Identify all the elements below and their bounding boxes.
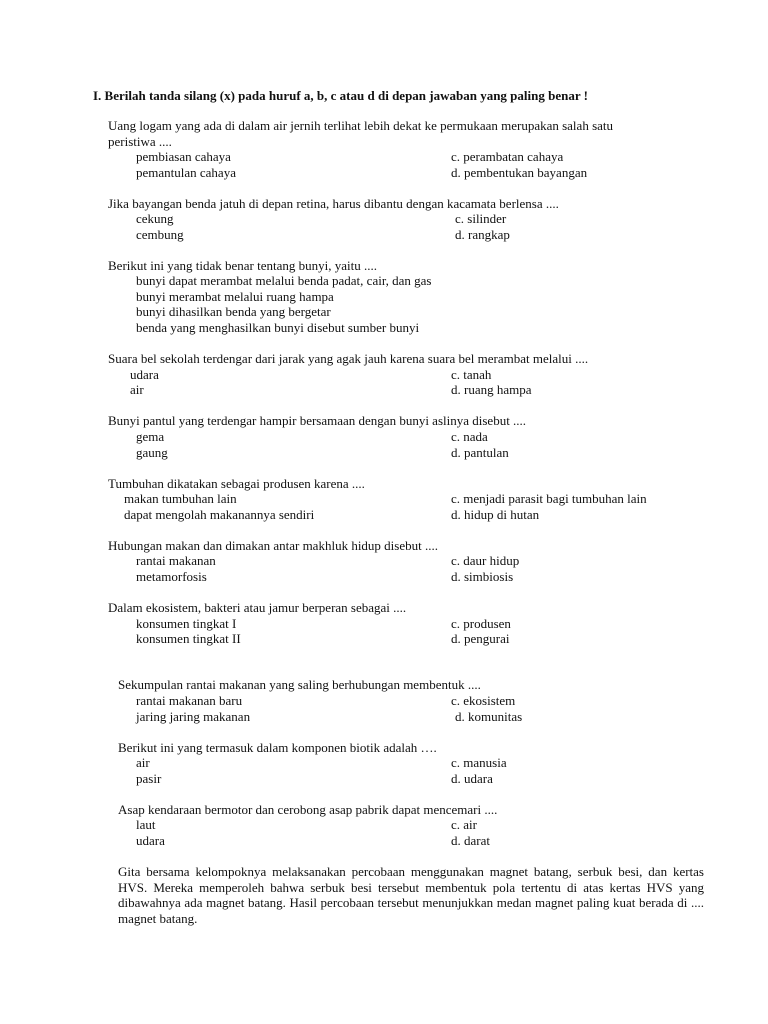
option-b: jaring jaring makanan bbox=[136, 709, 251, 724]
question-text-line: Tumbuhan dikatakan sebagai produsen karena .... bbox=[108, 476, 365, 491]
question-text-line: Sekumpulan rantai makanan yang saling berhubungan membentuk .... bbox=[118, 677, 481, 692]
question-text-line: Jika bayangan benda jatuh di depan retina, harus dibantu dengan kacamata berlensa .... bbox=[108, 196, 559, 211]
option-b: udara bbox=[136, 833, 165, 848]
option-c: c. silinder bbox=[455, 211, 507, 226]
option-c: bunyi dihasilkan benda yang bergetar bbox=[136, 304, 331, 319]
option-b: pasir bbox=[136, 771, 162, 786]
option-c: c. daur hidup bbox=[451, 553, 520, 568]
option-a: laut bbox=[136, 817, 156, 832]
question-text-line: Dalam ekosistem, bakteri atau jamur berperan sebagai .... bbox=[108, 600, 407, 615]
option-a: bunyi dapat merambat melalui benda padat, cair, dan gas bbox=[136, 273, 432, 288]
question-text-line: Hubungan makan dan dimakan antar makhluk hidup disebut .... bbox=[108, 538, 438, 553]
option-c: c. tanah bbox=[451, 367, 492, 382]
question-text-line: Berikut ini yang termasuk dalam komponen biotik adalah …. bbox=[118, 740, 437, 755]
option-a: gema bbox=[136, 429, 165, 444]
question-12-paragraph: Gita bersama kelompoknya melaksanakan percobaan menggunakan magnet batang, serbuk besi, dan kertas HVS. Mereka memperoleh bahwa serbuk besi tersebut membentuk pola tertentu di atas kertas HVS yang dibawahnya ada magnet batang. Hasil percobaan tersebut menunjukkan medan magnet paling kuat berada di .... magnet batang. bbox=[118, 864, 704, 926]
question-text-line: Asap kendaraan bermotor dan cerobong asap pabrik dapat mencemari .... bbox=[118, 802, 498, 817]
option-d: d. darat bbox=[451, 833, 490, 848]
option-b: gaung bbox=[136, 445, 168, 460]
option-c: c. air bbox=[451, 817, 477, 832]
question-text-line: Uang logam yang ada di dalam air jernih terlihat lebih dekat ke permukaan merupakan salah satu bbox=[108, 118, 614, 133]
option-a: rantai makanan bbox=[136, 553, 216, 568]
option-b: dapat mengolah makanannya sendiri bbox=[124, 507, 315, 522]
option-c: c. menjadi parasit bagi tumbuhan lain bbox=[451, 491, 647, 506]
option-d: d. pembentukan bayangan bbox=[451, 165, 588, 180]
option-c: c. nada bbox=[451, 429, 488, 444]
option-b: cembung bbox=[136, 227, 184, 242]
option-d: d. pantulan bbox=[451, 445, 509, 460]
question-text-line: Bunyi pantul yang terdengar hampir bersamaan dengan bunyi aslinya disebut .... bbox=[108, 413, 527, 428]
option-c: c. produsen bbox=[451, 616, 511, 631]
option-b: pemantulan cahaya bbox=[136, 165, 236, 180]
option-c: c. perambatan cahaya bbox=[451, 149, 564, 164]
option-d: d. rangkap bbox=[455, 227, 510, 242]
option-b: metamorfosis bbox=[136, 569, 207, 584]
option-a: cekung bbox=[136, 211, 174, 226]
option-c: c. ekosistem bbox=[451, 693, 516, 708]
instruction-heading: I. Berilah tanda silang (x) pada huruf a, b, c atau d di depan jawaban yang paling benar ! bbox=[93, 88, 588, 103]
option-d: d. komunitas bbox=[455, 709, 523, 724]
option-a: udara bbox=[130, 367, 159, 382]
option-d: d. ruang hampa bbox=[451, 382, 532, 397]
question-text-line: Berikut ini yang tidak benar tentang bunyi, yaitu .... bbox=[108, 258, 377, 273]
question-text-line: peristiwa .... bbox=[108, 134, 172, 149]
option-a: air bbox=[136, 755, 150, 770]
option-a: rantai makanan baru bbox=[136, 693, 243, 708]
option-d: d. simbiosis bbox=[451, 569, 514, 584]
option-a: pembiasan cahaya bbox=[136, 149, 231, 164]
question-text-line: Suara bel sekolah terdengar dari jarak yang agak jauh karena suara bel merambat melalui .... bbox=[108, 351, 589, 366]
option-a: makan tumbuhan lain bbox=[124, 491, 237, 506]
option-d: benda yang menghasilkan bunyi disebut sumber bunyi bbox=[136, 320, 420, 335]
option-b: air bbox=[130, 382, 144, 397]
option-d: d. udara bbox=[451, 771, 493, 786]
option-d: d. hidup di hutan bbox=[451, 507, 540, 522]
option-d: d. pengurai bbox=[451, 631, 510, 646]
option-b: konsumen tingkat II bbox=[136, 631, 241, 646]
option-a: konsumen tingkat I bbox=[136, 616, 237, 631]
option-c: c. manusia bbox=[451, 755, 507, 770]
option-b: bunyi merambat melalui ruang hampa bbox=[136, 289, 334, 304]
